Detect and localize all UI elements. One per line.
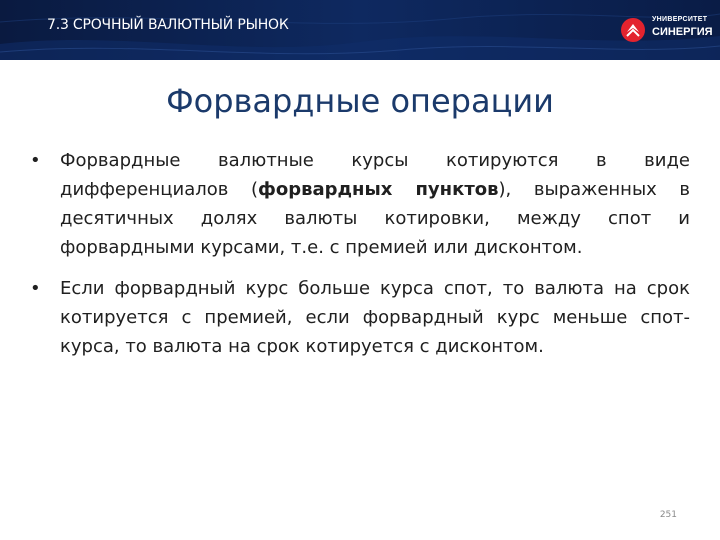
page-number: 251 <box>659 510 677 520</box>
brand-name-label: СИНЕРГИЯ <box>652 26 713 38</box>
synergy-logo-icon <box>618 15 648 45</box>
slide-title: Форвардные операции <box>166 82 554 120</box>
bullet-list <box>30 146 690 373</box>
bullet-text: Если форвардный курс больше курса спот, то валюта на срок котируется с премией, если форвардный курс меньше спот-курса, то валюта на срок котируется с дисконтом. <box>60 278 690 357</box>
university-brand <box>618 13 718 49</box>
brand-university-label: УНИВЕРСИТЕТ <box>652 16 708 23</box>
bullet-marker: • <box>30 150 41 171</box>
section-title: 7.3 СРОЧНЫЙ ВАЛЮТНЫЙ РЫНОК <box>47 17 289 33</box>
bullet-bold-term: форвардных пунктов <box>257 179 499 200</box>
bullet-text-part: ), выраженных в десятичных долях валюты котировки, между спот и форвардными курсами, т.е. с премией или дисконтом. <box>60 179 690 258</box>
bullet-item <box>30 146 690 262</box>
bullet-marker: • <box>30 278 41 299</box>
bullet-item <box>30 274 690 361</box>
bullet-text-part: Форвардные валютные курсы котируются в виде дифференциалов ( <box>60 150 690 200</box>
header-bar <box>0 0 720 60</box>
